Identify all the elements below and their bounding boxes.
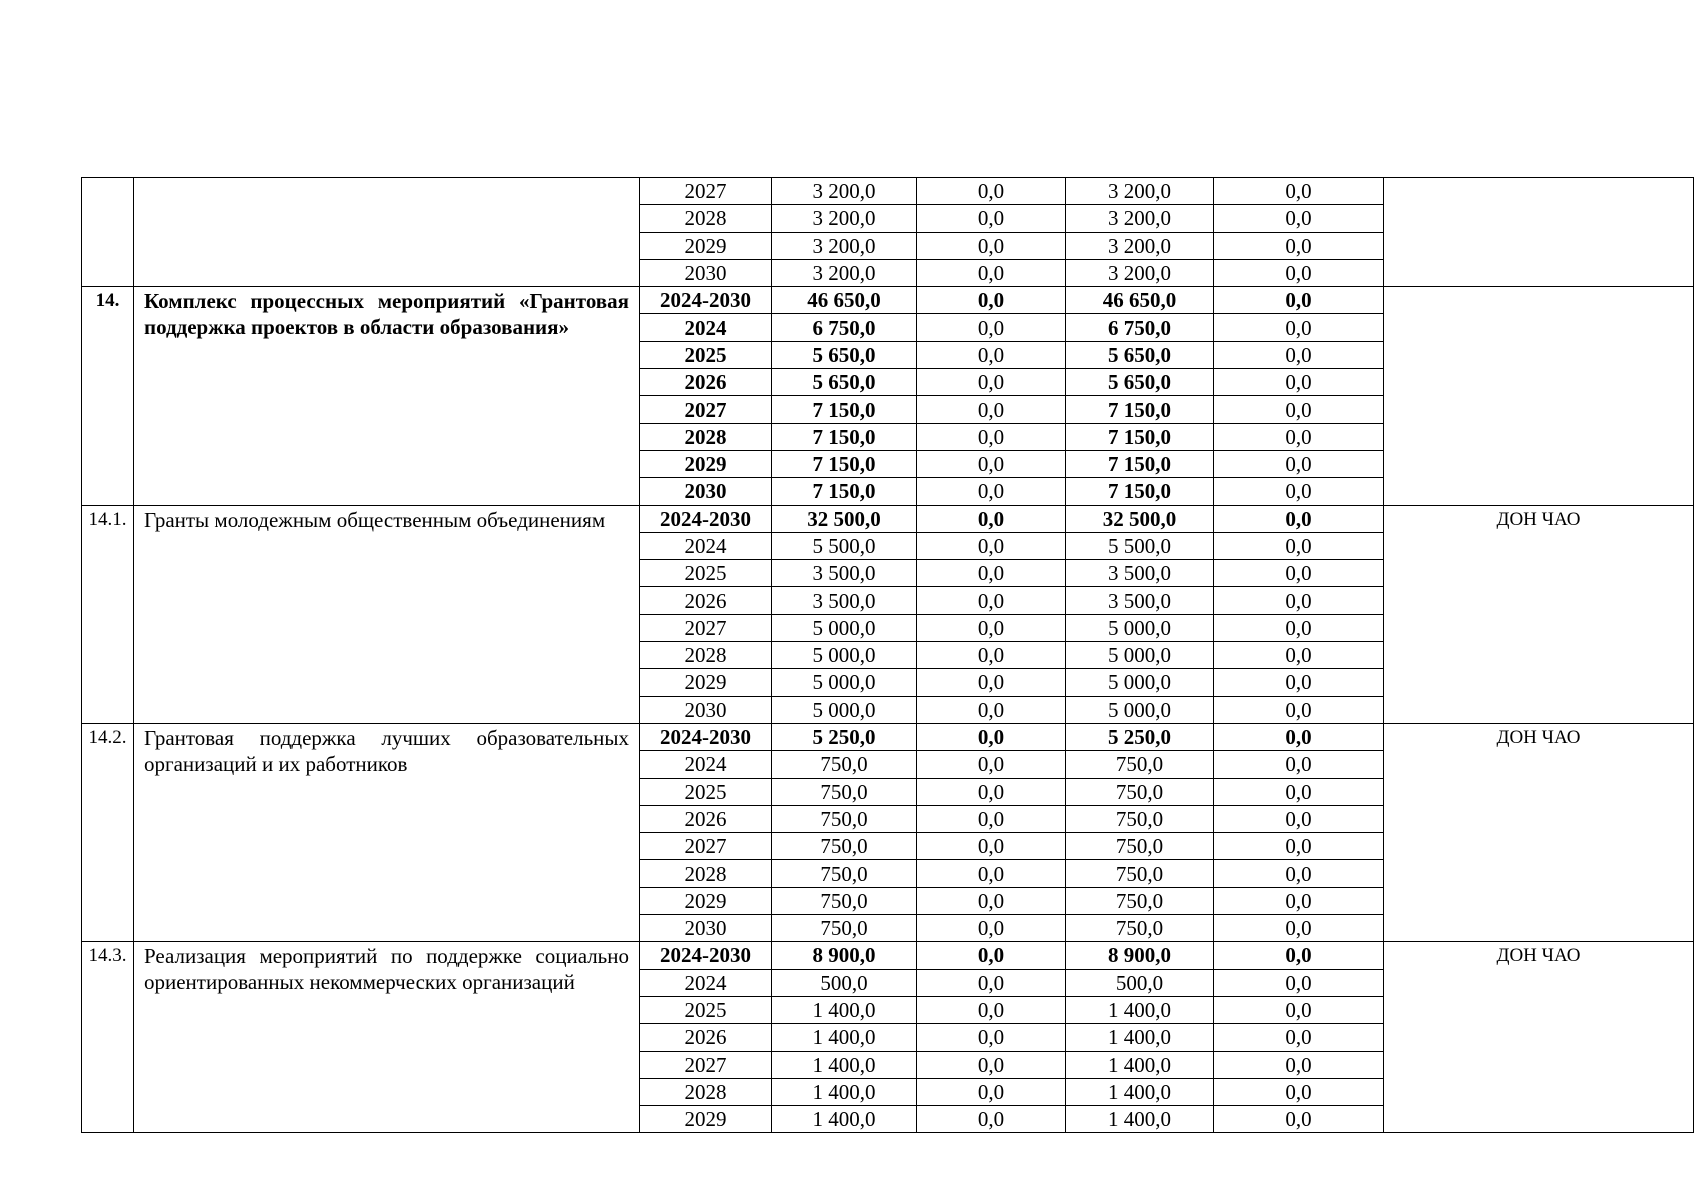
- year-cell: 2026: [640, 587, 772, 614]
- federal-cell: 0,0: [917, 259, 1066, 286]
- federal-cell: 0,0: [917, 369, 1066, 396]
- federal-cell: 0,0: [917, 232, 1066, 259]
- other-cell: 0,0: [1214, 478, 1384, 505]
- total-cell: 7 150,0: [772, 396, 917, 423]
- total-cell: 1 400,0: [772, 1051, 917, 1078]
- federal-cell: 0,0: [917, 341, 1066, 368]
- year-cell: 2028: [640, 423, 772, 450]
- regional-cell: 5 650,0: [1066, 341, 1214, 368]
- table-body: [82, 178, 1694, 1133]
- federal-cell: 0,0: [917, 969, 1066, 996]
- table-row: [82, 505, 1694, 532]
- item-number: 14.: [82, 287, 134, 505]
- regional-cell: 7 150,0: [1066, 423, 1214, 450]
- year-cell: 2024-2030: [640, 723, 772, 750]
- regional-cell: 500,0: [1066, 969, 1214, 996]
- total-cell: 5 250,0: [772, 723, 917, 750]
- year-cell: 2027: [640, 396, 772, 423]
- year-cell: 2027: [640, 178, 772, 205]
- total-cell: 750,0: [772, 915, 917, 942]
- total-cell: 3 200,0: [772, 178, 917, 205]
- other-cell: 0,0: [1214, 996, 1384, 1023]
- total-cell: 1 400,0: [772, 1078, 917, 1105]
- year-cell: 2030: [640, 915, 772, 942]
- year-cell: 2025: [640, 778, 772, 805]
- other-cell: 0,0: [1214, 669, 1384, 696]
- year-cell: 2030: [640, 696, 772, 723]
- year-cell: 2024: [640, 751, 772, 778]
- total-cell: 750,0: [772, 887, 917, 914]
- year-cell: 2027: [640, 833, 772, 860]
- federal-cell: 0,0: [917, 1106, 1066, 1133]
- other-cell: 0,0: [1214, 1106, 1384, 1133]
- regional-cell: 7 150,0: [1066, 396, 1214, 423]
- executor-cell: ДОН ЧАО: [1384, 723, 1694, 941]
- other-cell: 0,0: [1214, 696, 1384, 723]
- federal-cell: 0,0: [917, 860, 1066, 887]
- regional-cell: 3 200,0: [1066, 178, 1214, 205]
- table-row: [82, 723, 1694, 750]
- federal-cell: 0,0: [917, 1051, 1066, 1078]
- total-cell: 750,0: [772, 805, 917, 832]
- regional-cell: 750,0: [1066, 778, 1214, 805]
- other-cell: 0,0: [1214, 887, 1384, 914]
- total-cell: 1 400,0: [772, 1024, 917, 1051]
- other-cell: 0,0: [1214, 942, 1384, 969]
- total-cell: 5 000,0: [772, 696, 917, 723]
- regional-cell: 750,0: [1066, 833, 1214, 860]
- other-cell: 0,0: [1214, 587, 1384, 614]
- federal-cell: 0,0: [917, 833, 1066, 860]
- other-cell: 0,0: [1214, 915, 1384, 942]
- other-cell: 0,0: [1214, 532, 1384, 559]
- federal-cell: 0,0: [917, 751, 1066, 778]
- total-cell: 3 500,0: [772, 560, 917, 587]
- regional-cell: 5 250,0: [1066, 723, 1214, 750]
- other-cell: 0,0: [1214, 259, 1384, 286]
- other-cell: 0,0: [1214, 778, 1384, 805]
- total-cell: 5 000,0: [772, 669, 917, 696]
- regional-cell: 3 200,0: [1066, 205, 1214, 232]
- other-cell: 0,0: [1214, 833, 1384, 860]
- item-name: [134, 178, 640, 287]
- year-cell: 2027: [640, 614, 772, 641]
- other-cell: 0,0: [1214, 642, 1384, 669]
- total-cell: 5 650,0: [772, 341, 917, 368]
- total-cell: 32 500,0: [772, 505, 917, 532]
- federal-cell: 0,0: [917, 505, 1066, 532]
- other-cell: 0,0: [1214, 505, 1384, 532]
- year-cell: 2030: [640, 478, 772, 505]
- year-cell: 2028: [640, 205, 772, 232]
- regional-cell: 750,0: [1066, 915, 1214, 942]
- year-cell: 2024-2030: [640, 942, 772, 969]
- federal-cell: 0,0: [917, 396, 1066, 423]
- total-cell: 750,0: [772, 778, 917, 805]
- year-cell: 2025: [640, 996, 772, 1023]
- total-cell: 5 000,0: [772, 614, 917, 641]
- other-cell: 0,0: [1214, 1051, 1384, 1078]
- federal-cell: 0,0: [917, 996, 1066, 1023]
- total-cell: 46 650,0: [772, 287, 917, 314]
- year-cell: 2024: [640, 969, 772, 996]
- other-cell: 0,0: [1214, 423, 1384, 450]
- total-cell: 750,0: [772, 860, 917, 887]
- other-cell: 0,0: [1214, 178, 1384, 205]
- item-number: [82, 178, 134, 287]
- other-cell: 0,0: [1214, 396, 1384, 423]
- year-cell: 2028: [640, 1078, 772, 1105]
- other-cell: 0,0: [1214, 560, 1384, 587]
- table-row: [82, 942, 1694, 969]
- year-cell: 2028: [640, 860, 772, 887]
- total-cell: 3 500,0: [772, 587, 917, 614]
- other-cell: 0,0: [1214, 860, 1384, 887]
- item-name: Комплекс процессных мероприятий «Грантовая поддержка проектов в области образования»: [134, 287, 640, 505]
- federal-cell: 0,0: [917, 723, 1066, 750]
- federal-cell: 0,0: [917, 1024, 1066, 1051]
- other-cell: 0,0: [1214, 450, 1384, 477]
- total-cell: 7 150,0: [772, 450, 917, 477]
- year-cell: 2026: [640, 805, 772, 832]
- table-row: [82, 178, 1694, 205]
- total-cell: 3 200,0: [772, 259, 917, 286]
- regional-cell: 1 400,0: [1066, 1024, 1214, 1051]
- federal-cell: 0,0: [917, 287, 1066, 314]
- regional-cell: 5 000,0: [1066, 642, 1214, 669]
- year-cell: 2029: [640, 450, 772, 477]
- regional-cell: 3 500,0: [1066, 560, 1214, 587]
- regional-cell: 1 400,0: [1066, 1051, 1214, 1078]
- regional-cell: 750,0: [1066, 860, 1214, 887]
- total-cell: 3 200,0: [772, 232, 917, 259]
- other-cell: 0,0: [1214, 205, 1384, 232]
- total-cell: 750,0: [772, 751, 917, 778]
- year-cell: 2027: [640, 1051, 772, 1078]
- regional-cell: 750,0: [1066, 751, 1214, 778]
- year-cell: 2029: [640, 1106, 772, 1133]
- other-cell: 0,0: [1214, 614, 1384, 641]
- executor-cell: ДОН ЧАО: [1384, 505, 1694, 723]
- regional-cell: 750,0: [1066, 805, 1214, 832]
- other-cell: 0,0: [1214, 969, 1384, 996]
- regional-cell: 7 150,0: [1066, 450, 1214, 477]
- year-cell: 2028: [640, 642, 772, 669]
- year-cell: 2024-2030: [640, 287, 772, 314]
- regional-cell: 3 200,0: [1066, 259, 1214, 286]
- total-cell: 500,0: [772, 969, 917, 996]
- item-number: 14.3.: [82, 942, 134, 1133]
- federal-cell: 0,0: [917, 1078, 1066, 1105]
- total-cell: 5 500,0: [772, 532, 917, 559]
- year-cell: 2025: [640, 560, 772, 587]
- federal-cell: 0,0: [917, 642, 1066, 669]
- other-cell: 0,0: [1214, 287, 1384, 314]
- regional-cell: 7 150,0: [1066, 478, 1214, 505]
- year-cell: 2030: [640, 259, 772, 286]
- executor-cell: [1384, 287, 1694, 505]
- regional-cell: 32 500,0: [1066, 505, 1214, 532]
- total-cell: 7 150,0: [772, 423, 917, 450]
- other-cell: 0,0: [1214, 805, 1384, 832]
- other-cell: 0,0: [1214, 341, 1384, 368]
- federal-cell: 0,0: [917, 887, 1066, 914]
- regional-cell: 5 650,0: [1066, 369, 1214, 396]
- total-cell: 750,0: [772, 833, 917, 860]
- federal-cell: 0,0: [917, 696, 1066, 723]
- executor-cell: ДОН ЧАО: [1384, 942, 1694, 1133]
- total-cell: 7 150,0: [772, 478, 917, 505]
- total-cell: 3 200,0: [772, 205, 917, 232]
- other-cell: 0,0: [1214, 232, 1384, 259]
- item-number: 14.1.: [82, 505, 134, 723]
- regional-cell: 6 750,0: [1066, 314, 1214, 341]
- year-cell: 2029: [640, 669, 772, 696]
- federal-cell: 0,0: [917, 778, 1066, 805]
- item-number: 14.2.: [82, 723, 134, 941]
- regional-cell: 5 000,0: [1066, 614, 1214, 641]
- federal-cell: 0,0: [917, 478, 1066, 505]
- federal-cell: 0,0: [917, 587, 1066, 614]
- regional-cell: 5 000,0: [1066, 696, 1214, 723]
- federal-cell: 0,0: [917, 205, 1066, 232]
- regional-cell: 1 400,0: [1066, 996, 1214, 1023]
- regional-cell: 3 500,0: [1066, 587, 1214, 614]
- federal-cell: 0,0: [917, 532, 1066, 559]
- total-cell: 1 400,0: [772, 1106, 917, 1133]
- item-name: Реализация мероприятий по поддержке социально ориентированных некоммерческих организаций: [134, 942, 640, 1133]
- federal-cell: 0,0: [917, 614, 1066, 641]
- funding-table: [81, 177, 1694, 1133]
- regional-cell: 5 500,0: [1066, 532, 1214, 559]
- year-cell: 2029: [640, 887, 772, 914]
- total-cell: 5 650,0: [772, 369, 917, 396]
- total-cell: 1 400,0: [772, 996, 917, 1023]
- federal-cell: 0,0: [917, 450, 1066, 477]
- total-cell: 6 750,0: [772, 314, 917, 341]
- regional-cell: 8 900,0: [1066, 942, 1214, 969]
- regional-cell: 5 000,0: [1066, 669, 1214, 696]
- year-cell: 2025: [640, 341, 772, 368]
- regional-cell: 46 650,0: [1066, 287, 1214, 314]
- year-cell: 2024: [640, 532, 772, 559]
- table-row: [82, 287, 1694, 314]
- year-cell: 2029: [640, 232, 772, 259]
- other-cell: 0,0: [1214, 369, 1384, 396]
- federal-cell: 0,0: [917, 178, 1066, 205]
- year-cell: 2026: [640, 1024, 772, 1051]
- federal-cell: 0,0: [917, 423, 1066, 450]
- federal-cell: 0,0: [917, 915, 1066, 942]
- year-cell: 2024: [640, 314, 772, 341]
- other-cell: 0,0: [1214, 723, 1384, 750]
- regional-cell: 750,0: [1066, 887, 1214, 914]
- regional-cell: 3 200,0: [1066, 232, 1214, 259]
- regional-cell: 1 400,0: [1066, 1106, 1214, 1133]
- year-cell: 2024-2030: [640, 505, 772, 532]
- federal-cell: 0,0: [917, 560, 1066, 587]
- federal-cell: 0,0: [917, 669, 1066, 696]
- executor-cell: [1384, 178, 1694, 287]
- federal-cell: 0,0: [917, 314, 1066, 341]
- item-name: Грантовая поддержка лучших образовательных организаций и их работников: [134, 723, 640, 941]
- item-name: Гранты молодежным общественным объединениям: [134, 505, 640, 723]
- total-cell: 8 900,0: [772, 942, 917, 969]
- other-cell: 0,0: [1214, 1078, 1384, 1105]
- federal-cell: 0,0: [917, 805, 1066, 832]
- regional-cell: 1 400,0: [1066, 1078, 1214, 1105]
- other-cell: 0,0: [1214, 314, 1384, 341]
- other-cell: 0,0: [1214, 751, 1384, 778]
- other-cell: 0,0: [1214, 1024, 1384, 1051]
- year-cell: 2026: [640, 369, 772, 396]
- federal-cell: 0,0: [917, 942, 1066, 969]
- total-cell: 5 000,0: [772, 642, 917, 669]
